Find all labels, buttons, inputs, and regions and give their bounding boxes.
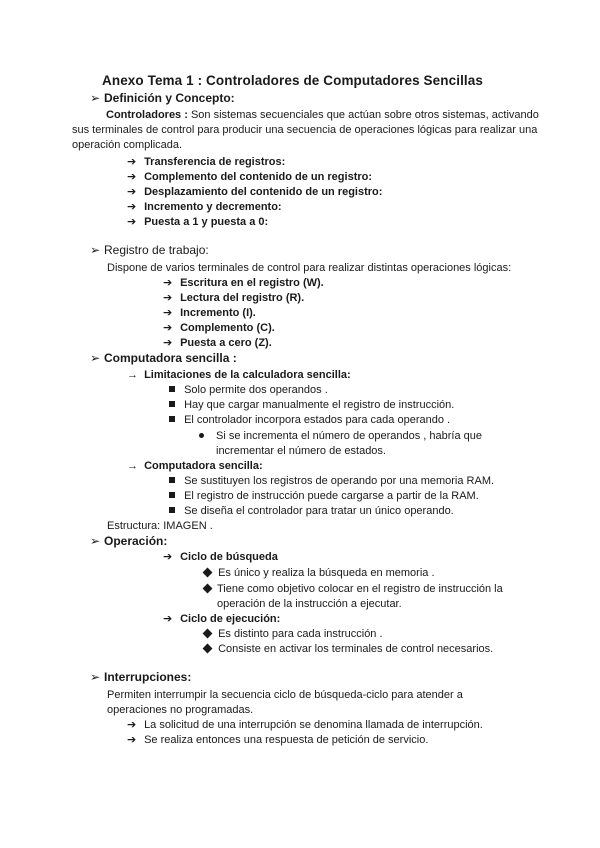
list-item: Es distinto para cada instrucción .	[199, 627, 383, 642]
square-bullet-icon	[169, 401, 175, 407]
section-computadora-heading: ➢ Computadora sencilla :	[90, 351, 237, 365]
thin-arrow-right-icon: →	[127, 460, 138, 472]
limitaciones-heading: → Limitaciones de la calculadora sencilla:	[127, 369, 351, 381]
list-item: Hay que cargar manualmente el registro de instrucción.	[163, 398, 454, 413]
list-item: Se sustituyen los registros de operando por una memoria RAM.	[163, 474, 494, 489]
list-item: ➔ Puesta a cero (Z).	[163, 337, 272, 349]
estructura-line: Estructura: IMAGEN .	[107, 520, 213, 532]
list-item: Es único y realiza la búsqueda en memoria .	[199, 566, 435, 581]
arrow-right-icon: ➔	[127, 719, 137, 731]
diamond-bullet-icon	[202, 629, 212, 639]
arrow-right-icon: ➔	[127, 734, 137, 746]
list-item: ➔ Se realiza entonces una respuesta de petición de servicio.	[127, 734, 429, 746]
arrow-right-icon: ➔	[163, 322, 173, 334]
list-item: ➔ Complemento (C).	[163, 322, 275, 334]
diamond-bullet-icon	[202, 644, 212, 654]
diamond-bullet-marker	[199, 582, 215, 597]
circle-bullet-icon	[199, 433, 204, 438]
arrowhead-bullet-icon: ➢	[90, 243, 101, 257]
arrow-right-icon: ➔	[127, 156, 137, 168]
arrowhead-bullet-icon: ➢	[90, 534, 101, 548]
document-title: Anexo Tema 1 : Controladores de Computadores Sencillas	[102, 73, 483, 88]
circle-bullet-marker	[199, 429, 204, 444]
arrowhead-bullet-icon: ➢	[90, 670, 101, 684]
list-item: ➔ Escritura en el registro (W).	[163, 277, 324, 289]
list-item: El registro de instrucción puede cargarse a partir de la RAM.	[163, 489, 479, 504]
section-interrupciones-heading: ➢ Interrupciones:	[90, 670, 192, 684]
list-item: ➔ Incremento y decremento:	[127, 201, 282, 213]
list-item: ➔ La solicitud de una interrupción se denomina llamada de interrupción.	[127, 719, 483, 731]
square-bullet-icon	[169, 386, 175, 392]
arrow-right-icon: ➔	[163, 307, 173, 319]
list-item: Solo permite dos operandos .	[163, 383, 328, 398]
list-item: ➔ Complemento del contenido de un registro:	[127, 171, 373, 183]
section-registro-heading: ➢ Registro de trabajo:	[90, 243, 209, 257]
section-operacion-heading: ➢ Operación:	[90, 534, 168, 548]
arrow-right-icon: ➔	[163, 613, 173, 625]
ciclo-ejecucion-heading: ➔ Ciclo de ejecución:	[163, 613, 281, 625]
arrow-right-icon: ➔	[127, 186, 137, 198]
arrow-right-icon: ➔	[163, 292, 173, 304]
square-bullet-icon	[169, 507, 175, 513]
list-item: ➔ Transferencia de registros:	[127, 156, 286, 168]
list-item: ➔ Puesta a 1 y puesta a 0:	[127, 216, 269, 228]
list-item: Se diseña el controlador para tratar un único operando.	[163, 504, 454, 519]
square-bullet-icon	[169, 492, 175, 498]
list-item: ➔ Incremento (I).	[163, 307, 256, 319]
registro-intro: Dispone de varios terminales de control para realizar distintas operaciones lógicas:	[107, 262, 512, 274]
thin-arrow-right-icon: →	[127, 369, 138, 381]
definicion-paragraph: Controladores : Son sistemas secuenciales que actúan sobre otros sistemas, activando sus terminales de control para producir una secuencia de operaciones lógicas para realizar una operación complicada.	[72, 109, 539, 151]
arrow-right-icon: ➔	[127, 216, 137, 228]
section-definicion-heading: ➢ Definición y Concepto:	[90, 91, 235, 105]
square-bullet-icon	[169, 477, 175, 483]
list-item: ➔ Desplazamiento del contenido de un registro:	[127, 186, 383, 198]
ciclo-busqueda-heading: ➔ Ciclo de búsqueda	[163, 551, 278, 563]
limitaciones-subitem: Si se incrementa el número de operandos , habría que incrementar el número de estados.	[216, 430, 482, 457]
arrow-right-icon: ➔	[163, 277, 173, 289]
diamond-bullet-icon	[202, 568, 212, 578]
diamond-bullet-icon	[202, 584, 212, 594]
arrow-right-icon: ➔	[163, 337, 173, 349]
list-item: Tiene como objetivo colocar en el registro de instrucción la operación de la instrucción a ejecutar.	[217, 583, 503, 610]
square-bullet-icon	[169, 416, 175, 422]
arrow-right-icon: ➔	[127, 201, 137, 213]
list-item: ➔ Lectura del registro (R).	[163, 292, 305, 304]
list-item: Consiste en activar los terminales de control necesarios.	[199, 642, 493, 657]
interrupciones-paragraph: Permiten interrumpir la secuencia ciclo de búsqueda-ciclo para atender a operaciones no programadas.	[107, 689, 463, 716]
list-item: El controlador incorpora estados para cada operando .	[163, 413, 450, 428]
computadora-heading: → Computadora sencilla:	[127, 460, 263, 472]
arrow-right-icon: ➔	[163, 551, 173, 563]
arrowhead-bullet-icon: ➢	[90, 351, 101, 365]
arrow-right-icon: ➔	[127, 171, 137, 183]
arrowhead-bullet-icon: ➢	[90, 91, 101, 105]
